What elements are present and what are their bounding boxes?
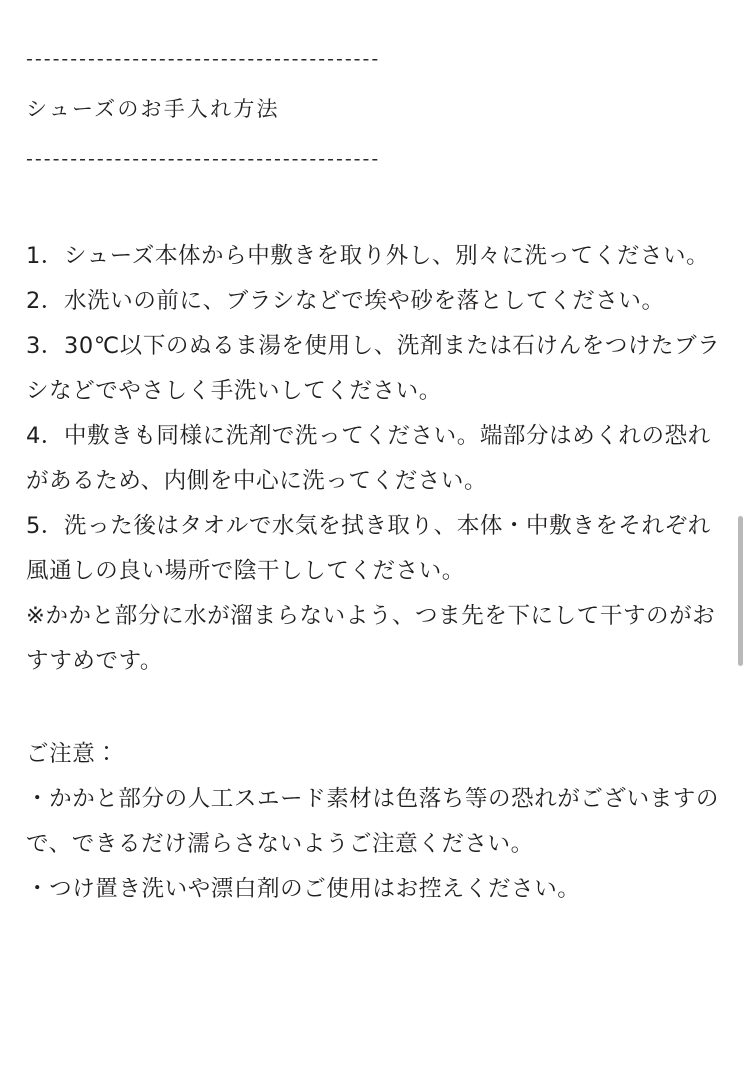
- page-title: シューズのお手入れ方法: [26, 97, 280, 121]
- care-step: 3．30℃以下のぬるま湯を使用し、洗剤または石けんをつけたブラシなどでやさしく手洗いしてください。: [26, 333, 721, 404]
- care-step: 2．水洗いの前に、ブラシなどで埃や砂を落としてください。: [26, 288, 665, 314]
- notice-item: ・かかと部分の人工スエード素材は色落ち等の恐れがございますので、できるだけ濡らさないようご注意ください。: [26, 786, 720, 857]
- care-step: 1．シューズ本体から中敷きを取り外し、別々に洗ってください。: [26, 243, 710, 269]
- care-instructions-list: [26, 234, 721, 684]
- care-note: ※かかと部分に水が溜まらないよう、つま先を下にして干すのがおすすめです。: [26, 603, 716, 674]
- divider-bottom: ----------------------------------------: [26, 148, 381, 170]
- notice-item: ・つけ置き洗いや漂白剤のご使用はお控えください。: [26, 876, 581, 902]
- care-step: 4．中敷きも同様に洗剤で洗ってください。端部分はめくれの恐れがあるため、内側を中心に洗ってください。: [26, 423, 711, 494]
- notice-heading: ご注意：: [26, 741, 119, 767]
- care-step: 5．洗った後はタオルで水気を拭き取り、本体・中敷きをそれぞれ風通しの良い場所で陰干ししてください。: [26, 513, 711, 584]
- scrollbar-thumb[interactable]: [738, 516, 743, 666]
- scrollbar-track[interactable]: [739, 0, 745, 1080]
- divider-top: ----------------------------------------: [26, 48, 381, 70]
